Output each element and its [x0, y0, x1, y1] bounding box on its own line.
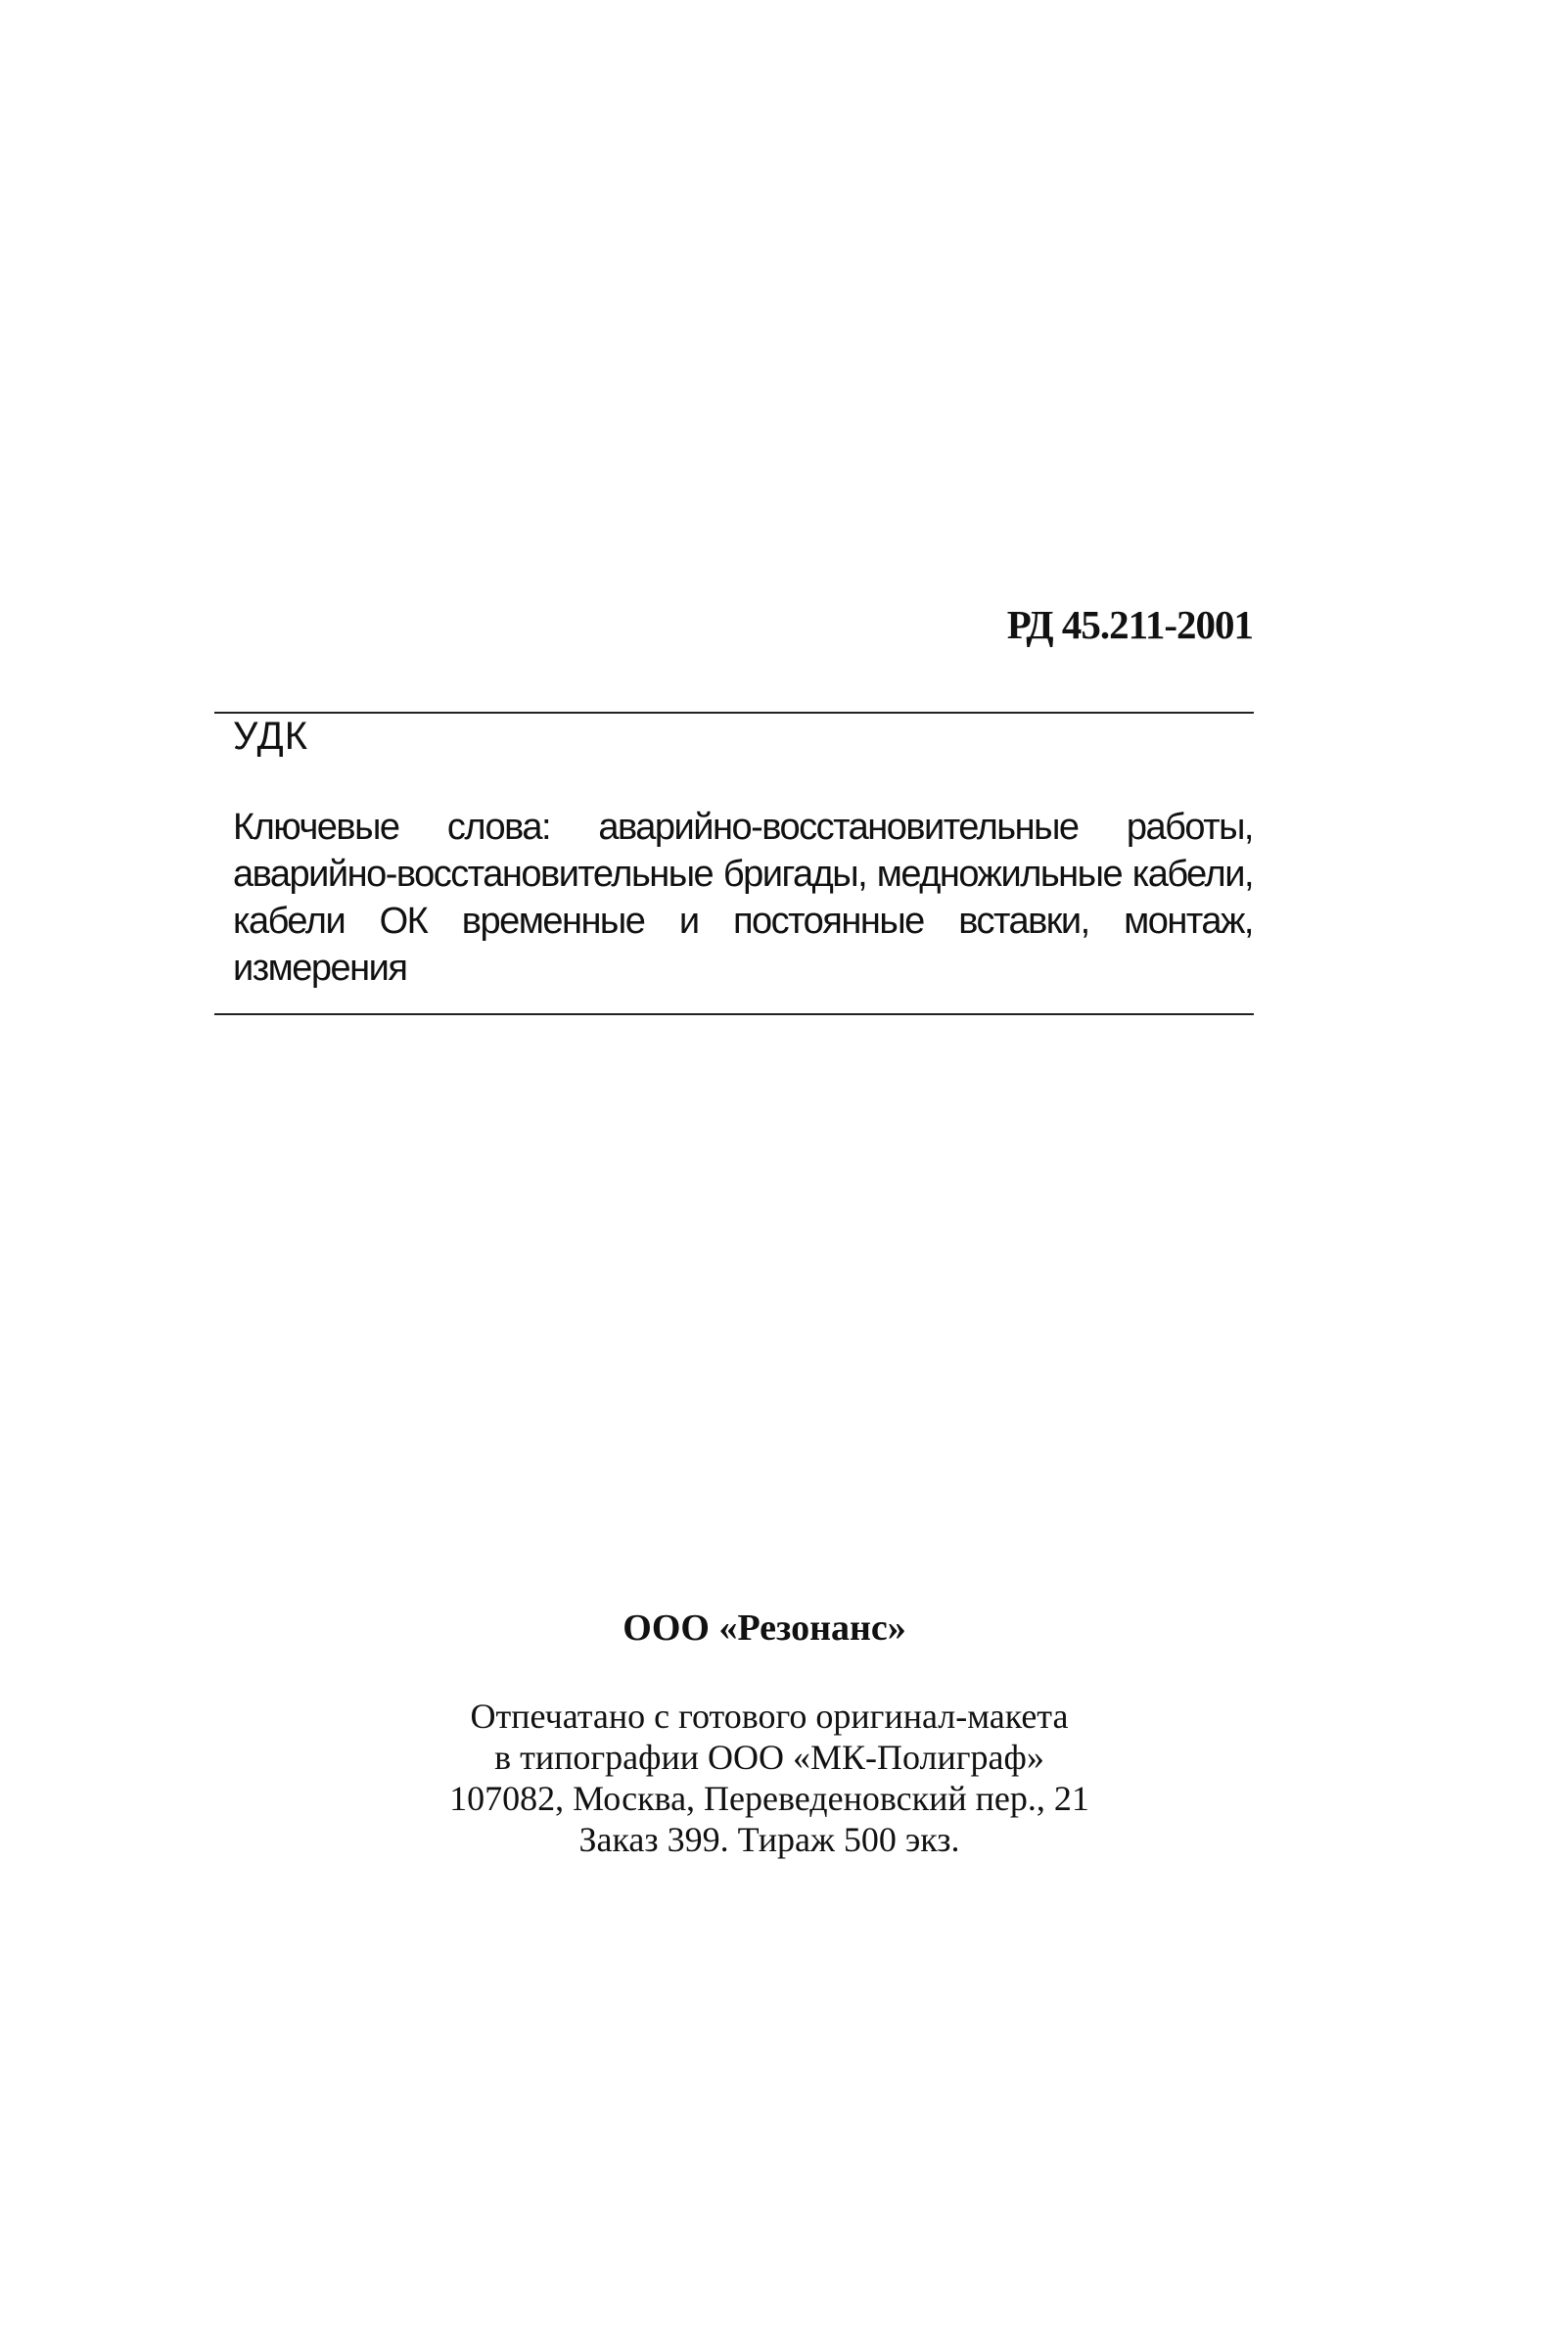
document-code: РД 45.211-2001 — [1006, 602, 1253, 647]
keyword-word: временные — [461, 901, 645, 942]
keyword-word: кабели — [233, 901, 346, 942]
keywords-block — [233, 809, 1253, 997]
imprint-line: Отпечатано с готового оригинал-макета — [470, 1697, 1069, 1736]
publisher-block — [0, 1609, 1568, 1647]
keyword-word: измерения — [233, 948, 407, 989]
bottom-divider — [214, 1013, 1254, 1015]
keywords-line — [233, 950, 1253, 997]
imprint-line: Заказ 399. Тираж 500 экз. — [578, 1820, 960, 1859]
keyword-word: ОК — [379, 901, 428, 942]
keyword-word: и — [678, 901, 699, 942]
keyword-word: аварийно-восстановительные — [598, 807, 1079, 848]
top-divider — [214, 712, 1254, 714]
keyword-word: Ключевые — [233, 807, 399, 848]
keyword-word: работы, — [1126, 807, 1253, 848]
keyword-word: кабели, — [1131, 854, 1253, 895]
imprint-block — [0, 1696, 1568, 1860]
keyword-word: монтаж, — [1124, 901, 1253, 942]
keywords-line — [233, 856, 1253, 903]
keyword-word: медножильные — [876, 854, 1123, 895]
udk-label: УДК — [233, 715, 309, 758]
keyword-word: постоянные — [732, 901, 924, 942]
imprint-line: в типографии ООО «МК-Полиграф» — [494, 1738, 1044, 1777]
keywords-line — [233, 903, 1253, 950]
keywords-line — [233, 809, 1253, 856]
keyword-word: слова: — [446, 807, 551, 848]
keyword-word: аварийно-восстановительные — [233, 854, 714, 895]
publisher-name: ООО «Резонанс» — [623, 1607, 906, 1649]
keyword-word: бригады, — [722, 854, 867, 895]
keyword-word: вставки, — [958, 901, 1089, 942]
imprint-line: 107082, Москва, Переведеновский пер., 21 — [449, 1779, 1089, 1818]
